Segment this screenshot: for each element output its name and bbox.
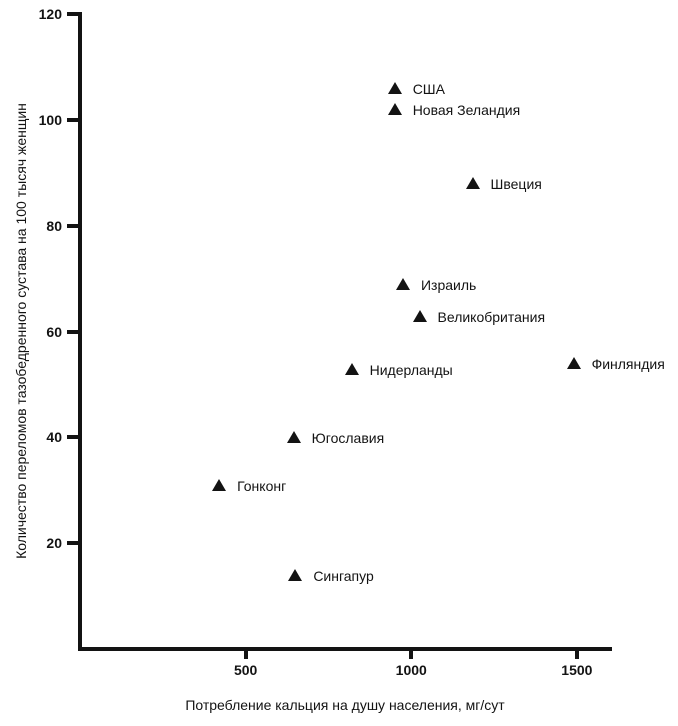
x-tick-label: 1500 [561, 662, 593, 678]
y-axis-title: Количество переломов тазобедренного сустава на 100 тысяч женщин [13, 103, 29, 559]
triangle-marker-icon [345, 363, 359, 375]
data-point-label: США [412, 81, 445, 98]
x-axis-title: Потребление кальция на душу населения, мг/сут [185, 697, 505, 713]
x-tick-label: 1000 [395, 662, 427, 678]
data-point-label: Гонконг [237, 477, 287, 494]
data-point-label: Сингапур [313, 567, 374, 584]
triangle-marker-icon [288, 569, 302, 581]
triangle-marker-icon [466, 177, 480, 189]
x-tick [244, 649, 248, 659]
data-point-label: Израиль [420, 276, 477, 293]
y-tick-label: 80 [46, 217, 62, 234]
triangle-marker-icon [388, 82, 402, 94]
data-point-label: Нидерланды [369, 361, 453, 378]
data-point-label: Югославия [311, 430, 385, 447]
y-tick [67, 224, 80, 228]
triangle-marker-icon [567, 357, 581, 369]
y-tick [67, 330, 80, 334]
triangle-marker-icon [287, 431, 301, 443]
triangle-marker-icon [388, 103, 402, 115]
y-tick [67, 118, 80, 122]
y-tick-label: 40 [46, 429, 62, 446]
y-tick-label: 60 [46, 323, 62, 340]
triangle-marker-icon [413, 310, 427, 322]
data-point-label: Швеция [490, 176, 542, 193]
triangle-marker-icon [396, 278, 410, 290]
x-tick-label: 500 [233, 662, 258, 678]
data-point-label: Великобритания [437, 308, 546, 325]
y-tick-label: 100 [38, 111, 62, 128]
y-tick [67, 12, 80, 16]
x-tick [575, 649, 579, 659]
data-point-label: Финляндия [591, 356, 665, 373]
y-tick [67, 435, 80, 439]
data-point-label: Новая Зеландия [412, 102, 521, 119]
y-tick [67, 541, 80, 545]
y-tick-label: 20 [46, 535, 62, 552]
y-tick-label: 120 [38, 6, 62, 22]
x-tick [409, 649, 413, 659]
triangle-marker-icon [212, 479, 226, 491]
x-axis-line [78, 647, 612, 651]
